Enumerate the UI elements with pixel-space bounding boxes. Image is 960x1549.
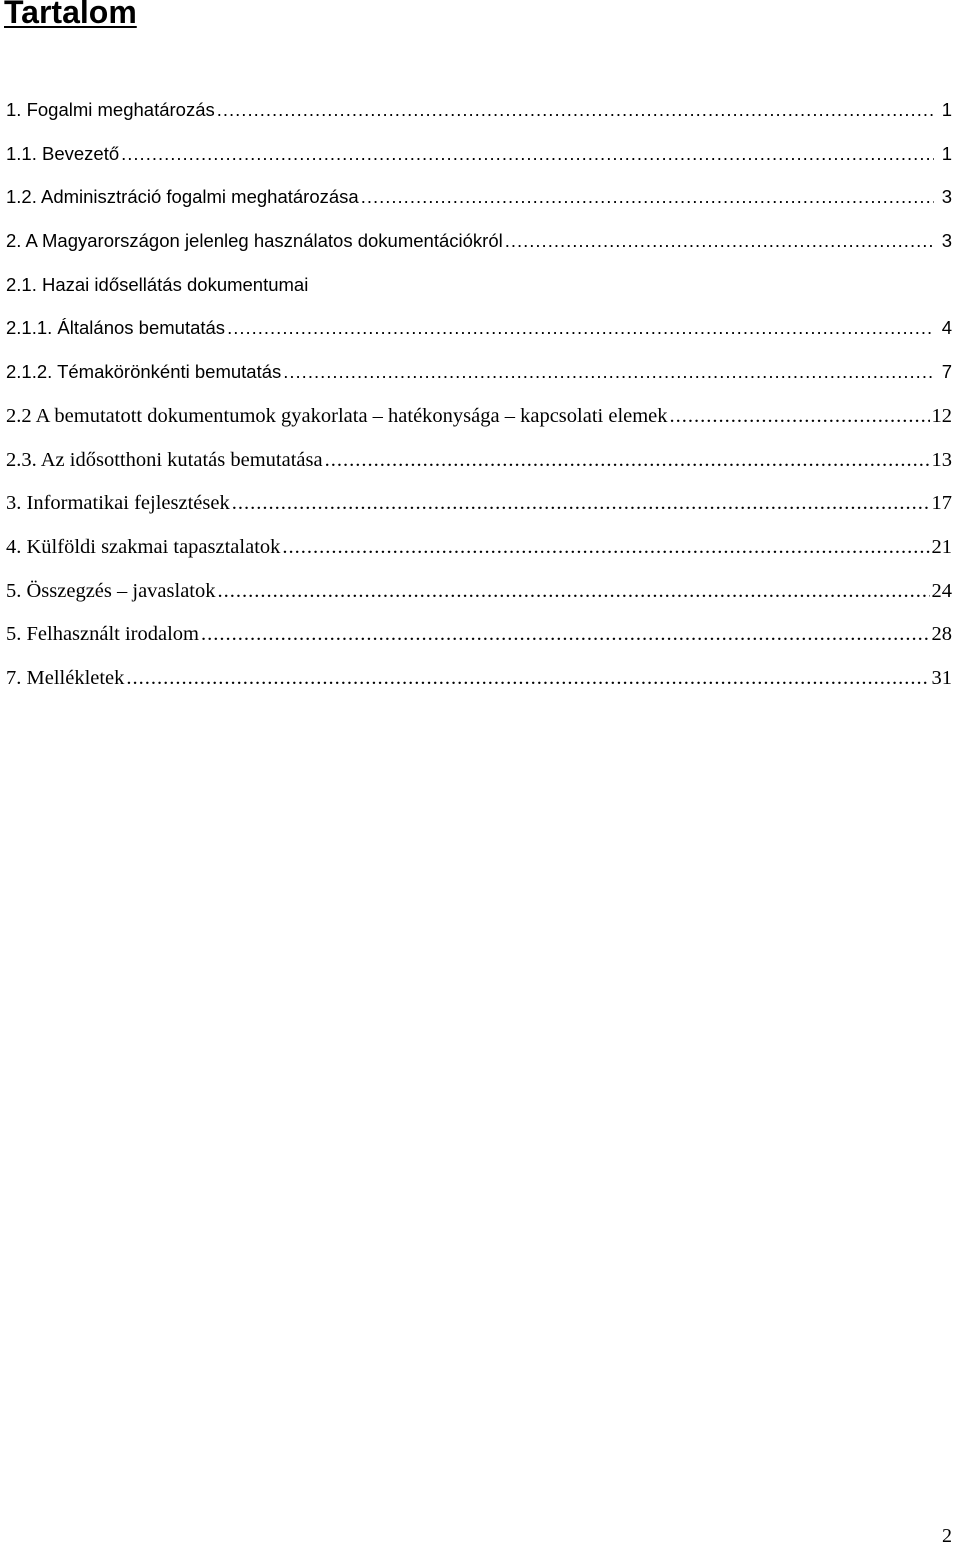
- toc-dot-leader: [201, 616, 930, 652]
- toc-dot-leader: [121, 136, 934, 172]
- toc-entry-label: 2.2 A bemutatott dokumentumok gyakorlata – hatékonysága – kapcsolati elemek: [6, 404, 668, 427]
- toc-entry-page: 7: [941, 361, 952, 383]
- toc-entry[interactable]: [6, 223, 952, 267]
- toc-entry-label: 2.1.2. Témakörönkénti bemutatás: [6, 361, 282, 383]
- toc-entry-page: 28: [931, 623, 952, 646]
- toc-entry-page: 1: [941, 142, 952, 164]
- toc-entry-page: 17: [931, 492, 952, 515]
- toc-entry[interactable]: [6, 616, 952, 660]
- toc-entry[interactable]: [6, 267, 952, 311]
- table-of-contents: [6, 92, 952, 704]
- toc-dot-leader: [361, 179, 934, 215]
- toc-entry-page: 3: [941, 186, 952, 208]
- toc-entry[interactable]: [6, 529, 952, 573]
- toc-entry-label: 1. Fogalmi meghatározás: [6, 99, 215, 120]
- toc-entry-label: 1.1. Bevezető: [6, 142, 120, 164]
- toc-entry-label: 5. Összegzés – javaslatok: [6, 579, 216, 602]
- toc-entry-label: 2. A Magyarországon jelenleg használatos dokumentációkról: [6, 230, 503, 252]
- toc-dot-leader: [218, 573, 930, 609]
- toc-entry[interactable]: [6, 179, 952, 223]
- toc-dot-leader: [283, 354, 934, 390]
- toc-entry-label: 2.1. Hazai idősellátás dokumentumai: [6, 273, 309, 295]
- toc-entry-page: 13: [931, 448, 952, 471]
- toc-entry[interactable]: [6, 310, 952, 354]
- toc-entry[interactable]: [6, 136, 952, 180]
- page-number: 2: [942, 1525, 952, 1547]
- toc-dot-leader: [232, 485, 930, 521]
- toc-entry-label: 5. Felhasznált irodalom: [6, 623, 199, 646]
- toc-dot-leader: [126, 660, 929, 696]
- toc-entry[interactable]: [6, 398, 952, 442]
- toc-entry-page: 21: [931, 535, 952, 558]
- toc-entry-page: 4: [941, 317, 952, 339]
- toc-entry[interactable]: [6, 354, 952, 398]
- toc-dot-leader: [670, 398, 930, 434]
- toc-entry[interactable]: [6, 442, 952, 486]
- toc-dot-leader: [282, 529, 929, 565]
- toc-entry-page: 12: [931, 404, 952, 427]
- toc-heading: Tartalom: [4, 0, 137, 30]
- toc-entry-page: 3: [941, 230, 952, 252]
- toc-entry[interactable]: [6, 660, 952, 704]
- toc-entry-label: 7. Mellékletek: [6, 666, 125, 689]
- toc-entry-label: 3. Informatikai fejlesztések: [6, 492, 230, 515]
- toc-entry-label: 2.1.1. Általános bemutatás: [6, 317, 226, 339]
- toc-dot-leader: [217, 92, 934, 128]
- toc-dot-leader: [227, 310, 934, 346]
- toc-entry-label: 2.3. Az idősotthoni kutatás bemutatása: [6, 448, 323, 471]
- toc-dot-leader: [505, 223, 934, 259]
- toc-entry-page: 1: [941, 99, 952, 120]
- toc-entry-label: 1.2. Adminisztráció fogalmi meghatározása: [6, 186, 359, 208]
- toc-entry[interactable]: [6, 485, 952, 529]
- toc-dot-leader: [325, 442, 930, 478]
- toc-entry-page: 31: [931, 666, 952, 689]
- toc-entry-label: 4. Külföldi szakmai tapasztalatok: [6, 535, 281, 558]
- toc-entry-page: 24: [931, 579, 952, 602]
- toc-entry[interactable]: [6, 573, 952, 617]
- toc-entry[interactable]: [6, 92, 952, 136]
